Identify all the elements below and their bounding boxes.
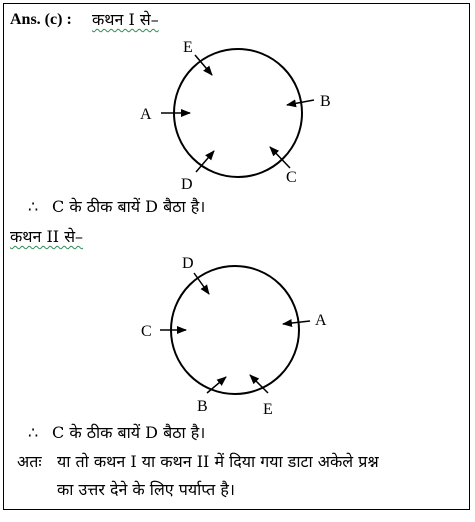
arrow-A-statement2 [283,321,310,324]
therefore-symbol-1: ∴ [28,197,39,216]
statement1-conclusion: C के ठीक बायें D बैठा है। [52,197,206,216]
circle-statement1 [174,49,302,177]
label-D-statement2: D [182,255,194,272]
label-B-statement2: B [197,398,208,415]
diagram-statement2 [141,255,327,418]
statement2-heading: कथन II से– [10,227,84,246]
circle-statement2 [171,266,299,394]
label-B-statement1: B [320,93,331,110]
final-line2: का उत्तर देने के लिए पर्याप्त है। [57,480,235,499]
statement2-conclusion: C के ठीक बायें D बैठा है। [52,423,206,442]
therefore-symbol-2: ∴ [28,423,39,442]
final-prefix: अतः [17,452,42,471]
diagram-statement1 [140,39,331,193]
answer-label: Ans. (c) : [10,11,72,28]
label-A-statement2: A [315,312,327,329]
label-E-statement1: E [183,39,193,56]
label-C-statement1: C [286,169,297,186]
arrow-C-statement1 [270,147,290,168]
statement1-intro: कथन I से– [92,10,159,29]
label-C-statement2: C [141,323,152,340]
final-line1: या तो कथन I या कथन II में दिया गया डाटा अकेले प्रश्न [57,452,379,471]
label-A-statement1: A [140,106,152,123]
label-E-statement2: E [263,401,273,418]
label-D-statement1: D [181,176,193,193]
